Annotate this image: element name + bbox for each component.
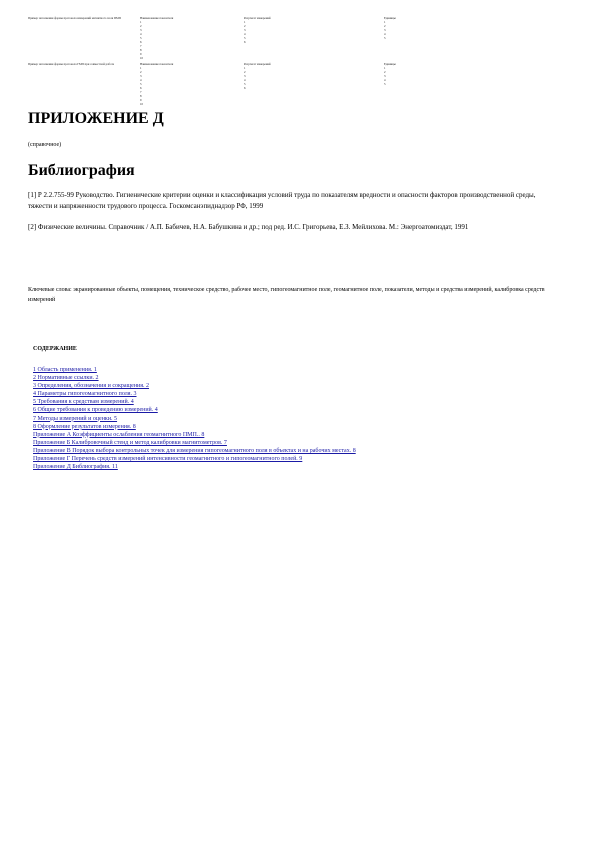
figure-column <box>384 16 494 40</box>
figure-cell: 4 <box>140 78 142 82</box>
figure-cell: 8 <box>140 94 142 98</box>
figure-cell: 1 <box>244 20 246 24</box>
toc-item <box>33 406 356 414</box>
protocol-figure-2 <box>28 62 568 106</box>
figure-cell: 10 <box>140 102 143 106</box>
toc-link[interactable]: Приложение Б Калибровочный стенд и метод калибровки магнитометров. 7 <box>33 439 227 446</box>
figure-cell: 3 <box>140 74 142 78</box>
figure-cell: 1 <box>140 66 142 70</box>
toc-item <box>33 431 356 439</box>
figure-cell: 6 <box>244 40 246 44</box>
figure-cell: 3 <box>384 74 386 78</box>
figure-cell: 9 <box>140 52 142 56</box>
figure-cell: 6 <box>140 86 142 90</box>
toc-link[interactable]: 3 Определения, обозначения и сокращения. 2 <box>33 383 150 390</box>
table-of-contents <box>33 366 356 471</box>
figure-caption: Пример заполнения формы протокола ГМП при совместной работе <box>28 62 115 66</box>
figure-cell: Единицы <box>384 16 396 20</box>
figure-cell: 2 <box>140 70 142 74</box>
figure-column <box>244 16 354 44</box>
figure-cell: Единицы <box>384 62 396 66</box>
toc-link[interactable]: 6 Общие требования к проведению измерений. 4 <box>33 407 158 414</box>
figure-cell: 5 <box>244 36 246 40</box>
figure-caption: Пример заполнения формы протокола измерений магнитного поля ПМП <box>28 16 121 20</box>
toc-link[interactable]: Приложение В Порядок выбора контрольных точек для измерения гипогеомагнитного поля в объектах и на рабочих местах. 8 <box>33 447 356 454</box>
toc-item <box>33 455 356 463</box>
toc-item <box>33 390 356 398</box>
figure-cell: 4 <box>384 78 386 82</box>
figure-cell: 1 <box>384 66 386 70</box>
figure-cell: 6 <box>140 40 142 44</box>
figure-cell: 4 <box>244 32 246 36</box>
toc-link[interactable]: 5 Требования к средствам измерений. 4 <box>33 399 134 406</box>
figure-cell: 3 <box>384 28 386 32</box>
figure-cell: 4 <box>140 32 142 36</box>
toc-link[interactable]: Приложение Д Библиография. 11 <box>33 464 118 471</box>
toc-item <box>33 374 356 382</box>
figure-cell: Результат измерений <box>244 62 271 66</box>
toc-heading: СОДЕРЖАНИЕ <box>33 346 77 352</box>
figure-cell: 1 <box>244 66 246 70</box>
figure-cell: 9 <box>140 98 142 102</box>
figure-cell: 8 <box>140 48 142 52</box>
figure-column <box>384 62 494 86</box>
figure-cell: 5 <box>384 36 386 40</box>
figure-cell: 4 <box>384 32 386 36</box>
figure-cell: 5 <box>140 36 142 40</box>
toc-item <box>33 463 356 471</box>
figure-cell: 3 <box>140 28 142 32</box>
figure-cell: Результат измерений <box>244 16 271 20</box>
figure-column <box>140 62 250 106</box>
figure-cell: 5 <box>384 82 386 86</box>
figure-cell: 5 <box>140 82 142 86</box>
toc-link[interactable]: 8 Оформление результатов измерения. 8 <box>33 423 136 430</box>
figure-cell: 6 <box>244 86 246 90</box>
figure-cell: Наименование показателя <box>140 62 174 66</box>
figure-cell: 2 <box>244 70 246 74</box>
appendix-note: (справочное) <box>28 142 62 148</box>
bibliography-reference: [2] Физические величины. Справочник / А.П. Бабичев, Н.А. Бабушкина и др.; под ред. И.С. Григорьева, Е.З. Мейлихова. М.: Энергоатомиздат, 1991 <box>28 223 469 231</box>
toc-link[interactable]: 2 Нормативные ссылки. 2 <box>33 375 99 382</box>
toc-link[interactable]: 7 Методы измерений и оценки. 5 <box>33 415 118 422</box>
toc-item <box>33 382 356 390</box>
figure-cell: 7 <box>140 90 142 94</box>
toc-link[interactable]: Приложение А Коэффициенты ослабления геомагнитного ПМП.. 8 <box>33 431 205 438</box>
figure-cell: 2 <box>140 24 142 28</box>
figure-cell: 10 <box>140 56 143 60</box>
toc-item <box>33 423 356 431</box>
figure-cell: 7 <box>140 44 142 48</box>
toc-item <box>33 415 356 423</box>
toc-item <box>33 447 356 455</box>
figure-cell: 2 <box>384 24 386 28</box>
bibliography-reference: [1] Р 2.2.755-99 Руководство. Гигиенические критерии оценки и классификация условий труда по показателям вредности и опасности факторов производственной среды, тяжести и напряженности трудового процесса. Госкомсанэпиднадзор РФ, 1999 <box>28 191 536 210</box>
figure-cell: 1 <box>140 20 142 24</box>
toc-item <box>33 398 356 406</box>
figure-cell: 4 <box>244 78 246 82</box>
protocol-figure-1 <box>28 16 568 60</box>
keywords-paragraph: Ключевые слова: экранированные объекты, помещения, техническое средство, рабочее место, гипогеомагнитное поле, геомагнитное поле, показатели, методы и средства измерений, калибровка средств измерений <box>28 287 545 303</box>
figure-cell: 2 <box>244 24 246 28</box>
figure-column <box>244 62 354 90</box>
figure-cell: Наименование показателя <box>140 16 174 20</box>
appendix-title: ПРИЛОЖЕНИЕ Д <box>28 110 164 127</box>
toc-item <box>33 439 356 447</box>
toc-link[interactable]: 1 Область применения. 1 <box>33 367 97 373</box>
toc-item <box>33 366 356 374</box>
figure-cell: 5 <box>244 82 246 86</box>
figure-cell: 2 <box>384 70 386 74</box>
toc-link[interactable]: Приложение Г Перечень средств измерений интенсивности геомагнитного и гипогеомагнитного полей. 9 <box>33 456 303 463</box>
figure-cell: 3 <box>244 28 246 32</box>
toc-link[interactable]: 4 Параметры гипогеомагнитного поля. 3 <box>33 391 137 398</box>
figure-cell: 1 <box>384 20 386 24</box>
figure-column <box>140 16 250 60</box>
bibliography-title: Библиография <box>28 162 135 179</box>
figure-cell: 3 <box>244 74 246 78</box>
